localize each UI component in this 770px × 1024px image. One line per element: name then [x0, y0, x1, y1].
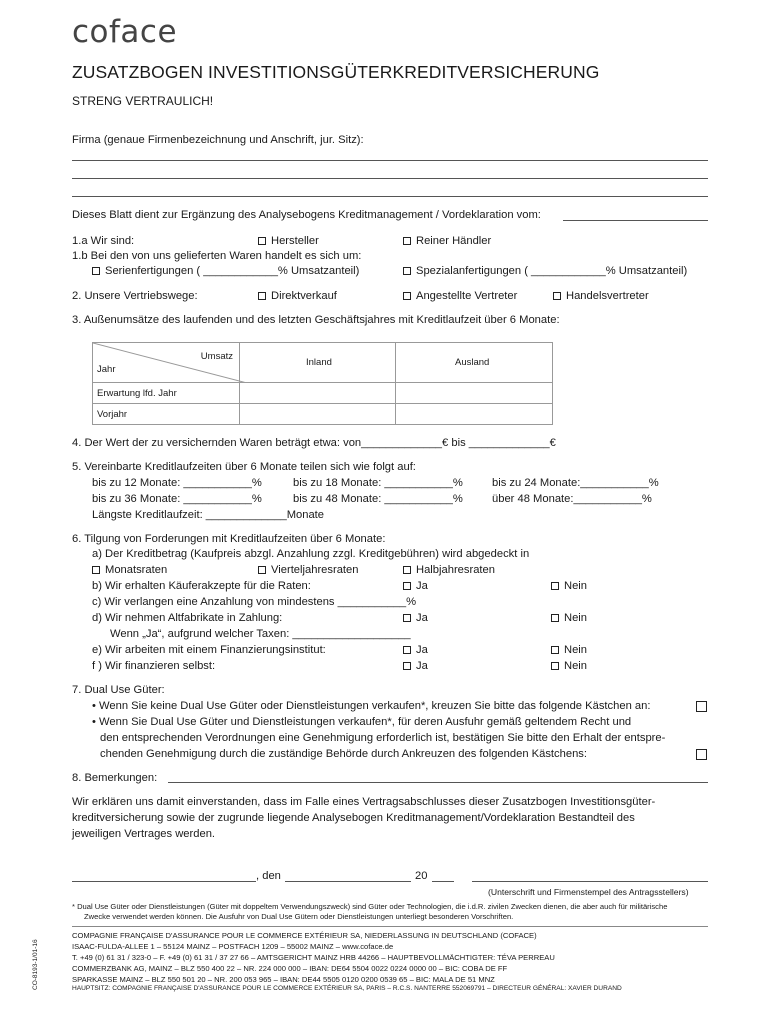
q6e-ja[interactable]: Ja [403, 644, 428, 656]
q7-label: 7. Dual Use Güter: [72, 684, 165, 696]
q6f-text: f ) Wir finanzieren selbst: [92, 660, 216, 672]
q5-ueber48m[interactable]: über 48 Monate:___________% [492, 493, 652, 505]
checkbox-icon[interactable] [92, 566, 100, 574]
q8-label: 8. Bemerkungen: [72, 772, 158, 784]
q5-12m[interactable]: bis zu 12 Monate: ___________% [92, 477, 262, 489]
q7-no-dual-use-checkbox[interactable] [696, 701, 707, 712]
footer-line-3: T. +49 (0) 61 31 / 323-0 – F. +49 (0) 61 31 / 37 27 66 – AMTSGERICHT MAINZ HRB 44266 – HAUPTBEVOLLMÄCHTIGTER: TÉVA PERREAU [72, 953, 555, 962]
q6d-ja[interactable]: Ja [403, 612, 428, 624]
sales-table [92, 342, 553, 425]
footer-line-2: ISAAC-FULDA-ALLEE 1 – 55124 MAINZ – POSTFACH 1209 – 55002 MAINZ – www.coface.de [72, 942, 394, 951]
checkbox-icon[interactable] [403, 614, 411, 622]
confidential-note: STRENG VERTRAULICH! [72, 94, 214, 108]
closing-line-2: kreditversicherung sowie der zugrunde liegende Analysebogen Kreditmanagement/Vordeklaration Bestandteil des [72, 812, 635, 824]
intro-text: Dieses Blatt dient zur Ergänzung des Analysebogens Kreditmanagement / Vordeklaration vom: [72, 209, 541, 221]
q7-bullet1: • Wenn Sie keine Dual Use Güter oder Dienstleistungen verkaufen*, kreuzen Sie bitte das folgende Kästchen an: [92, 700, 651, 712]
q6c-text[interactable]: c) Wir verlangen eine Anzahlung von mindestens ___________% [92, 596, 417, 608]
col-inland-header: Inland [240, 343, 396, 383]
checkbox-icon[interactable] [403, 646, 411, 654]
vordeklaration-date-field[interactable] [563, 220, 708, 221]
q5-24m[interactable]: bis zu 24 Monate:___________% [492, 477, 659, 489]
row-erwartung-label: Erwartung lfd. Jahr [93, 383, 240, 404]
q6d-nein[interactable]: Nein [551, 612, 587, 624]
q6e-nein[interactable]: Nein [551, 644, 587, 656]
q7-bullet2-line3: chenden Genehmigung durch die zuständige Behörde durch Ankreuzen des folgenden Kästchens: [100, 748, 587, 760]
firma-label: Firma (genaue Firmenbezeichnung und Anschrift, jur. Sitz): [72, 134, 364, 146]
q1b-spezial[interactable]: Spezialanfertigungen ( ____________% Umsatzanteil) [403, 265, 687, 277]
q7-bullet2-line2: den entsprechenden Verordnungen eine Genehmigung erforderlich ist, bestätigen Sie bitte den Erhalt der entspre- [100, 732, 666, 744]
footer-line-4: COMMERZBANK AG, MAINZ – BLZ 550 400 22 – NR. 224 000 000 – IBAN: DE64 5504 0022 0224 0000 00 – BIC: COBA DE FF [72, 964, 508, 973]
q2-direktverkauf[interactable]: Direktverkauf [258, 290, 337, 302]
q6b-ja[interactable]: Ja [403, 580, 428, 592]
checkbox-icon[interactable] [258, 566, 266, 574]
firma-line-2[interactable] [72, 178, 708, 179]
q6d-text: d) Wir nehmen Altfabrikate in Zahlung: [92, 612, 283, 624]
q5-18m[interactable]: bis zu 18 Monate: ___________% [293, 477, 463, 489]
corner-jahr: Jahr [97, 364, 116, 375]
checkbox-icon[interactable] [403, 292, 411, 300]
firma-line-1[interactable] [72, 160, 708, 161]
closing-line-1: Wir erklären uns damit einverstanden, dass im Falle eines Vertragsabschlusses dieser Zusatzbogen Investitionsgüter- [72, 796, 656, 808]
bemerkungen-field[interactable] [168, 782, 708, 783]
corner-umsatz: Umsatz [200, 351, 233, 362]
den-label: , den [256, 870, 281, 882]
footer-line-1: COMPAGNIE FRANÇAISE D'ASSURANCE POUR LE COMMERCE EXTÉRIEUR SA, NIEDERLASSUNG IN DEUTSCHLAND (COFACE) [72, 931, 537, 940]
form-code: CO-8193-1/01-16 [32, 939, 39, 990]
cell-erwartung-inland[interactable] [240, 383, 396, 404]
q1b-label: 1.b Bei den von uns gelieferten Waren handelt es sich um: [72, 250, 362, 262]
q6a-text: a) Der Kreditbetrag (Kaufpreis abzgl. Anzahlung zzgl. Kreditgebühren) wird abgedeckt in [92, 548, 530, 560]
q2-handelsvertreter[interactable]: Handelsvertreter [553, 290, 649, 302]
q7-genehmigung-checkbox[interactable] [696, 749, 707, 760]
page-title: ZUSATZBOGEN INVESTITIONSGÜTERKREDITVERSICHERUNG [72, 62, 600, 82]
q5-laengste[interactable]: Längste Kreditlaufzeit: _____________Monate [92, 509, 325, 521]
q7-bullet2-line1: • Wenn Sie Dual Use Güter und Dienstleistungen verkaufen*, für deren Ausfuhr gemäß geltendem Recht und [92, 716, 632, 728]
checkbox-icon[interactable] [553, 292, 561, 300]
q2-angestellte-vertreter[interactable]: Angestellte Vertreter [403, 290, 517, 302]
cell-vorjahr-inland[interactable] [240, 404, 396, 425]
footer-line-5: SPARKASSE MAINZ – BLZ 550 501 20 – NR. 200 053 965 – IBAN: DE44 5505 0120 0200 0539 65 – BIC: MALA DE 51 MNZ [72, 975, 495, 984]
checkbox-icon[interactable] [403, 237, 411, 245]
cell-vorjahr-ausland[interactable] [396, 404, 553, 425]
q6a-vierteljahresraten[interactable]: Vierteljahresraten [258, 564, 358, 576]
q2-label: 2. Unsere Vertriebswege: [72, 290, 198, 302]
checkbox-icon[interactable] [403, 566, 411, 574]
q6-label: 6. Tilgung von Forderungen mit Kreditlaufzeiten über 6 Monate: [72, 533, 386, 545]
q1a-hersteller[interactable]: Hersteller [258, 235, 319, 247]
checkbox-icon[interactable] [551, 646, 559, 654]
year-field[interactable] [432, 881, 454, 882]
q5-48m[interactable]: bis zu 48 Monate: ___________% [293, 493, 463, 505]
year-label: 20 [415, 870, 428, 882]
q6b-text: b) Wir erhalten Käuferakzepte für die Raten: [92, 580, 311, 592]
q3-label: 3. Außenumsätze des laufenden und des letzten Geschäftsjahres mit Kreditlaufzeit über 6 Monate: [72, 314, 560, 326]
q5-label: 5. Vereinbarte Kreditlaufzeiten über 6 Monate teilen sich wie folgt auf: [72, 461, 416, 473]
q6e-text: e) Wir arbeiten mit einem Finanzierungsinstitut: [92, 644, 326, 656]
footnote-line-1: * Dual Use Güter oder Dienstleistungen (Güter mit doppeltem Verwendungszweck) sind Güter oder Technologien, die i.d.R. zivilen Zwecken dienen, die aber auch für militärische [72, 902, 668, 911]
checkbox-icon[interactable] [551, 662, 559, 670]
checkbox-icon[interactable] [403, 662, 411, 670]
footer-divider [72, 926, 708, 927]
checkbox-icon[interactable] [258, 292, 266, 300]
checkbox-icon[interactable] [403, 582, 411, 590]
footnote-line-2: Zwecke verwendet werden können. Die Ausfuhr von Dual Use Gütern oder Dienstleistungen unterliegt besonderen Vorschriften. [84, 912, 514, 921]
row-vorjahr-label: Vorjahr [93, 404, 240, 425]
q1a-label: 1.a Wir sind: [72, 235, 135, 247]
q6a-halbjahresraten[interactable]: Halbjahresraten [403, 564, 495, 576]
q1b-serien[interactable]: Serienfertigungen ( ____________% Umsatzanteil) [92, 265, 359, 277]
diagonal-divider [93, 343, 247, 383]
q6d-taxen[interactable]: Wenn „Ja“, aufgrund welcher Taxen: ___________________ [110, 628, 411, 640]
q4-text: 4. Der Wert der zu versichernden Waren beträgt etwa: von_____________€ bis _____________€ [72, 437, 556, 449]
signature-caption: (Unterschrift und Firmenstempel des Antragsstellers) [488, 887, 689, 897]
table-corner-cell [93, 343, 240, 383]
place-field[interactable] [72, 881, 256, 882]
q1a-haendler[interactable]: Reiner Händler [403, 235, 491, 247]
checkbox-icon[interactable] [551, 614, 559, 622]
coface-logo: coface [72, 14, 178, 50]
col-ausland-header: Ausland [396, 343, 553, 383]
checkbox-icon[interactable] [551, 582, 559, 590]
q6f-nein[interactable]: Nein [551, 660, 587, 672]
cell-erwartung-ausland[interactable] [396, 383, 553, 404]
checkbox-icon[interactable] [92, 267, 100, 275]
q6f-ja[interactable]: Ja [403, 660, 428, 672]
date-field[interactable] [285, 881, 411, 882]
q6b-nein[interactable]: Nein [551, 580, 587, 592]
q6a-monatsraten[interactable]: Monatsraten [92, 564, 167, 576]
closing-line-3: jeweiligen Vertrages werden. [72, 828, 216, 840]
signature-field[interactable] [472, 881, 708, 882]
firma-line-3[interactable] [72, 196, 708, 197]
footer-line-6: HAUPTSITZ: COMPAGNIE FRANÇAISE D'ASSURANCE POUR LE COMMERCE EXTÉRIEUR SA, PARIS – R.C.S. NANTERRE 552069791 – DIRECTEUR GÉNÉRAL: XAVIER DURAND [72, 985, 622, 992]
checkbox-icon[interactable] [403, 267, 411, 275]
checkbox-icon[interactable] [258, 237, 266, 245]
q5-36m[interactable]: bis zu 36 Monate: ___________% [92, 493, 262, 505]
